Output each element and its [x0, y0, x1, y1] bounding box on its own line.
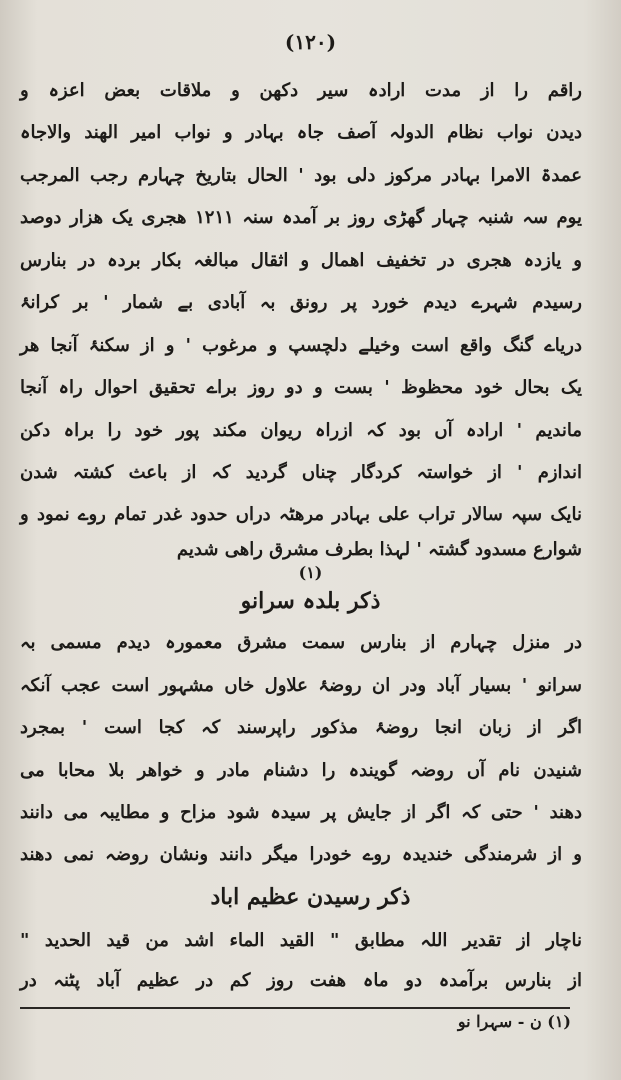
- text-line: اندازم ' از خواستہ کردگار چناں گردید کہ از باعث کشتہ شدن: [20, 462, 582, 483]
- text-line: یک بحال خود محظوظ ' بست و دو روز براے تحقیق احوال راہ آنجا: [20, 377, 582, 398]
- text-line: از بنارس برآمدہ دو ماہ ھفت روز کم در عظیم آباد پٹنہ در: [20, 970, 582, 991]
- text-line: و از شرمندگی خندیدہ روے خودرا میگر دانند ونشان روضہ نمی دھند: [20, 844, 582, 865]
- text-line: و یازدہ ھجری در تخفیف اھمال و اثقال مبالغہ بکار بردہ در بنارس: [20, 250, 582, 271]
- footnote-marker: (۱): [298, 563, 323, 582]
- text-line: دریاے گنگ واقع است وخیلے دلچسپ و مرغوب ' و از سکنۂ آنجا ھر: [20, 335, 582, 356]
- text-line: سرانو ' بسیار آباد ودر ان روضۂ علاول خاں مشہور است عجب آنکہ: [20, 675, 582, 696]
- page-number: (۱۲۰): [284, 30, 337, 54]
- text-line: عمدۃ الامرا بہادر مرکوز دلی بود ' الحال بتاریخ چہارم رجب المرجب: [20, 165, 582, 186]
- text-line: اگر از زبان انجا روضۂ مذکور راپرسند کہ کجا است ' بمجرد: [20, 717, 582, 738]
- text-line: دھند ' حتی کہ اگر از جایش پر سیدہ شود مزاح و مطایبہ می دانند: [20, 802, 582, 823]
- text-line: دیدن نواب نظام الدولہ آصف جاہ بہادر و نواب امیر الھند والاجاہ: [20, 122, 582, 143]
- text-line: ناچار از تقدیر اللہ مطابق " القید الماء اشد من قید الحدید ": [20, 930, 582, 951]
- text-line: نایک سپہ سالار تراب علی بہادر مرھٹہ دراں حدود غدر تمام روے نمود و: [20, 504, 582, 525]
- text-line: در منزل چہارم از بنارس سمت مشرق معمورہ دیدم مسمی بہ: [20, 632, 582, 653]
- footnote-divider: [20, 1007, 570, 1009]
- section-heading-saranu: ذکر بلدہ سرانو: [240, 588, 381, 614]
- text-line: شوارع مسدود گشتہ ' لہذا بطرف مشرق راھی شدیم: [176, 539, 582, 560]
- text-line: شنیدن نام آں روضہ گویندہ را دشنام مادر و خواھر بلا محابا می: [20, 760, 582, 781]
- text-line: رسیدم شہرے دیدم خورد پر رونق بہ آبادی بے شمار ' بر کرانۂ: [20, 292, 582, 313]
- text-line: ماندیم ' ارادہ آں بود کہ ازراہ ریوان مکند پور خود را براہ دکن: [20, 420, 582, 441]
- text-line: راقم را از مدت ارادہ سیر دکھن و ملاقات بعض اعزہ و: [20, 80, 582, 101]
- text-line: یوم سہ شنبہ چہار گھڑی روز بر آمدہ سنہ ۱۲۱۱ ھجری یک ھزار دوصد: [20, 207, 582, 228]
- section-heading-azimabad: ذکر رسیدن عظیم اباد: [210, 884, 411, 910]
- footnote: (۱) ن - سہرا نو: [457, 1012, 571, 1031]
